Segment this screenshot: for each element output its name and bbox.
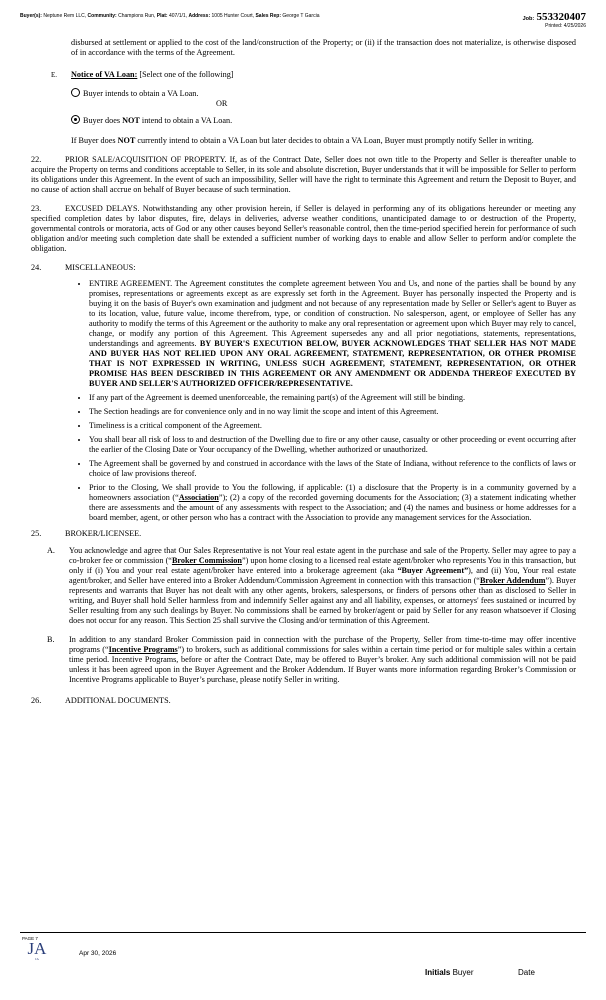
- buyer-agreement-term: “Buyer Agreement”: [397, 566, 469, 575]
- entire-agreement-text: ENTIRE AGREEMENT. The Agreement constitutes the complete agreement between You and Us, and none of the parties shall be bound by any promises, representations or agreements except as are expressly set forth in the Agreement. Buyer has personally inspected the Property and is buying it on the basis of Buyer's own examination and judgment and not because of any representation made by Seller or Seller's agent to Buyer as to its location, value, future value, income therefrom, type, or condition of construction. No salesperson, agent, or employee of Seller has any authority to modify the terms of this Agreement or the authority to make any oral representation or agreement upon which Buyer may rely to cancel, change, or modify any portion of this Agreement. This Agreement supersedes any and all prior negotiations, statements, representations, understandings and agreements.: [89, 279, 576, 348]
- sales-rep-value: George T Garcia: [282, 13, 320, 19]
- section-26-heading: [31, 696, 576, 706]
- bullet-text: ”); (2) a copy of the recorded governing documents for the Association; (3) a statement indicating whether there are assessments and the amount of any assessments with respect to the Association; and (4) the names and business or home addresses for a board member, agent, or other person who has a contract with the Association to provide any management services for the Association.: [89, 493, 576, 522]
- ja-logo: [22, 936, 52, 962]
- section-25b-text: [69, 635, 576, 685]
- sales-rep-label: Sales Rep:: [255, 13, 282, 19]
- job-block: [523, 11, 586, 30]
- section-23-num: 23.: [31, 204, 42, 213]
- radio-unselected-icon[interactable]: [71, 88, 80, 97]
- va-note: [31, 136, 576, 146]
- logo-small: JA: [35, 957, 39, 962]
- initials-label: Initials: [425, 968, 451, 977]
- initials-buyer-field[interactable]: [425, 968, 473, 978]
- section-23: [31, 204, 576, 254]
- va-option2-c: intend to obtain a VA Loan.: [139, 116, 233, 125]
- text-run: ”). Buyer represents and warrants that Buyer has not dealt with any other agents, brokers, salespersons, or finders of persons other than as disclosed to Seller in writing, and Buyer shall hold Seller harmless from and indemnify Seller against any and all liability, expenses, or attorneys' fees sustained or incurred by Seller resulting from any such dealings by Buyer. No commissions shall be earned by broker/agent or paid by Seller for any reason whatsoever if Closing does not occur for any reason. This Section 25 shall survive the Closing and/or termination of this Agreement.: [69, 576, 576, 625]
- va-option2-a: Buyer does: [83, 116, 123, 125]
- document-body: [31, 38, 576, 706]
- section-25b: [31, 635, 576, 685]
- text-run: ), and (ii) You, Your real estate agent/broker, and Seller have entered into a Broker Addendum/Commission Agreement in connection with this transaction (“: [69, 566, 576, 585]
- page-number: PAGE 7: [22, 936, 38, 941]
- initials-date-field[interactable]: Date: [518, 968, 535, 977]
- list-item: [89, 459, 576, 479]
- buyer-label: Buyer(s):: [20, 13, 42, 19]
- va-instruction: [Select one of the following]: [139, 70, 234, 79]
- footer-date: Apr 30, 2026: [79, 950, 117, 957]
- address-value: 1005 Hunter Court,: [211, 13, 255, 19]
- broker-commission-term: Broker Commission: [171, 556, 242, 565]
- radio-selected-icon[interactable]: [71, 115, 80, 124]
- section-22-num: 22.: [31, 155, 42, 164]
- entire-agreement-bold: BY BUYER'S EXECUTION BELOW, BUYER ACKNOWLEDGES THAT SELLER HAS NOT MADE AND BUYER HAS NOT RELIED UPON ANY ORAL AGREEMENT, STATEMENT, REPRESENTATION, OR OTHER PROMISE THAT IS NOT EXPRESSED IN WRITING, UNLESS SUCH AGREEMENT, STATEMENT, REPRESENTATION, OR OTHER PROMISE HAS BEEN DESCRIBED IN THIS AGREEMENT OR ANY AMENDMENT OR ADDENDA THEREOF EXECUTED BY BUYER AND SELLER'S AUTHORIZED OFFICER/REPRESENTATIVE.: [89, 339, 576, 388]
- page-header: [20, 13, 586, 19]
- address-label: Address:: [188, 13, 211, 19]
- footer-rule: [20, 932, 586, 933]
- section-26-title: ADDITIONAL DOCUMENTS.: [65, 696, 171, 705]
- section-25a: [31, 546, 576, 626]
- bullet-text: If any part of the Agreement is deemed unenforceable, the remaining part(s) of the Agreement will still be binding.: [89, 393, 466, 402]
- section-25-heading: [31, 529, 576, 539]
- continued-paragraph: disbursed at settlement or applied to the cost of the land/construction of the Property; or (ii) if the transaction does not materialize, is otherwise disposed of in accordance with the terms of the Agreement.: [71, 38, 576, 57]
- list-item: [89, 407, 576, 417]
- va-option1-label: Buyer intends to obtain a VA Loan.: [83, 89, 199, 98]
- community-value: Champions Run,: [118, 13, 156, 19]
- bullet-text: Timeliness is a critical component of the Agreement.: [89, 421, 262, 430]
- job-label: Job:: [522, 16, 535, 22]
- va-title: Notice of VA Loan:: [71, 70, 138, 79]
- initials-buyer-label: Buyer: [452, 968, 474, 977]
- va-loan-notice: [31, 70, 576, 80]
- section-24-num: 24.: [31, 263, 42, 272]
- text-run: ”) upon home closing to a licensed real estate agent/broker who represents You in this transaction, but only if (i) You and your real estate agent/broker have entered into a brokerage agreement (aka: [69, 556, 576, 575]
- va-note-b: NOT: [117, 136, 136, 145]
- plat-label: Plat:: [156, 13, 168, 19]
- list-item: [89, 435, 576, 455]
- section-25-num: 25.: [31, 529, 42, 538]
- va-letter: E.: [51, 71, 58, 79]
- text-run: ”) to brokers, such as additional commissions for sales within a certain time period or for multiple sales within a certain time period. Incentive Programs, before or after the Contract Date, may be offered to Buyer’s broker. Any such additional commission will not be paid unless it has been agreed upon in the Buyer Agreement and the Broker Addendum. If Buyer wants more information regarding Broker’s Commission or Incentive Programs applicable to Buyer’s purchase, please notify Seller in writing.: [69, 645, 576, 684]
- va-note-a: If Buyer does: [71, 136, 118, 145]
- bullet-text: The Agreement shall be governed by and construed in accordance with the laws of the State of Indiana, without reference to the conflicts of laws or choice of law provisions thereof.: [89, 459, 576, 478]
- community-label: Community:: [87, 13, 117, 19]
- bullet-text: Prior to the Closing, We shall provide to You the following, if applicable: (1) a disclosure that the Property is in a community governed by a homeowners association (“: [89, 483, 576, 502]
- association-term: Association: [178, 493, 219, 502]
- printed-date: Printed: 4/25/2026: [545, 23, 586, 30]
- broker-addendum-term: Broker Addendum: [479, 576, 546, 585]
- incentive-programs-term: Incentive Programs: [108, 645, 178, 654]
- section-24-title: MISCELLANEOUS:: [65, 263, 136, 272]
- section-25b-label: B.: [47, 635, 55, 644]
- section-22: [31, 155, 576, 195]
- text-run: You acknowledge and agree that Our Sales Representative is not Your real estate agent in the purchase and sale of the Property. Seller may agree to pay a co-broker fee or commission (“: [69, 546, 576, 565]
- job-number: 553320407: [536, 11, 586, 23]
- or-divider: OR: [216, 99, 228, 108]
- section-25-title: BROKER/LICENSEE.: [65, 529, 142, 538]
- text-run: In addition to any standard Broker Commission paid in connection with the purchase of the Property, Seller from time-to-time may offer incentive programs (“: [69, 635, 576, 654]
- plat-value: 407/1/1,: [168, 13, 188, 19]
- bullet-text: You shall bear all risk of loss to and destruction of the Dwelling due to fire or any other cause, casualty or other proceeding or event occurring after the earlier of the Closing Date or Your occupancy of the Dwelling, whether authorized or unauthorized.: [89, 435, 576, 454]
- va-option-not-intends[interactable]: [31, 115, 576, 126]
- list-item: [89, 421, 576, 431]
- list-item: [89, 279, 576, 389]
- list-item: [89, 393, 576, 403]
- section-24-heading: [31, 263, 576, 273]
- bullet-text: The Section headings are for convenience only and in no way limit the scope and intent of this Agreement.: [89, 407, 439, 416]
- va-option2-b: NOT: [122, 116, 140, 125]
- va-note-c: currently intend to obtain a VA Loan but later decides to obtain a VA Loan, Buyer must promptly notify Seller in writing.: [135, 136, 534, 145]
- section-25a-label: A.: [47, 546, 55, 555]
- section-22-text: PRIOR SALE/ACQUISITION OF PROPERTY. If, as of the Contract Date, Seller does not own title to the Property and Seller is thereafter unable to acquire the Property on terms and conditions acceptable to Seller, in its sole and absolute discretion, Buyer understands that it will be impossible for Seller to perform its obligations under this Agreement. In the event of such an impossibility, Seller will have the right to terminate this Agreement and return the Deposit to Buyer, and no cause of action shall accrue on behalf of Buyer because of such termination.: [31, 155, 576, 194]
- buyer-value: Neptune Rem LLC,: [43, 13, 87, 19]
- logo-mark: JA: [27, 939, 47, 959]
- section-25a-text: [69, 546, 576, 626]
- list-item: [89, 483, 576, 523]
- miscellaneous-list: [31, 279, 576, 523]
- va-option-intends[interactable]: [31, 88, 576, 99]
- section-23-text: EXCUSED DELAYS. Notwithstanding any other provision herein, if Seller is delayed in performing any of its obligations hereunder or meeting any specified completion dates by labor disputes, fire, delays in deliveries, adverse weather conditions, unanticipated damage to or destruction of the Property, governmental controls or moratoria, acts of God or any other causes beyond Seller's reasonable control, then the time-period specified herein for performance of such obligation and/or meeting such completion date shall be extended a sufficient number of working days to enable and allow Seller to perform and/or complete the obligation.: [31, 204, 576, 253]
- section-26-num: 26.: [31, 696, 42, 705]
